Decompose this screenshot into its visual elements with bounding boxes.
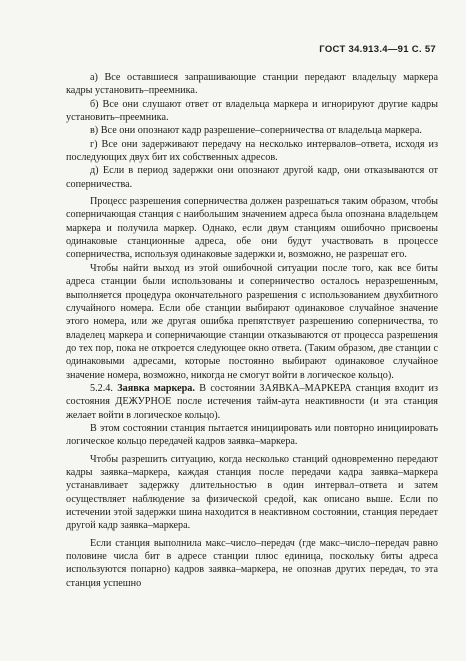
paragraph-max-transmissions: Если станция выполнила макс–число–передач (где макс–число–передач равно половине числа бит в адресе станции плюс единица, поскольку биты адреса используются попарно) кадров заявка–маркера, не опознав других передач, то эта станция успешно — [66, 537, 438, 589]
paragraph-error-situation: Чтобы найти выход из этой ошибочной ситуации после того, как все биты адреса станции были использованы и соперничество осталось неразрешенным, выполняется процедура окончательного разрешения с использованием двухбитного случайного номера. Если обе станции выбирают одинаковое случайное значение этого номера, или же другая ошибка препятствует разрешению соперничества, то владелец маркера и соперничающие станции отказываются от процесса разрешения до тех пор, пока не откроется следующее окно ответа. (Таким образом, две станции с одинаковыми адресами, которые постоянно выбирают одинаковое случайное значение номера, возможно, никогда не смогут войти в логическое кольцо). — [66, 262, 438, 381]
list-item-c: в) Все они опознают кадр разрешение–соперничества от владельца маркера. — [90, 125, 422, 137]
paragraph-claim-state: В этом состоянии станция пытается инициировать или повторно инициировать логическое кольцо передачей кадров заявка–маркера. — [66, 422, 438, 448]
paragraph-contention-resolution: Процесс разрешения соперничества должен разрешаться таким образом, чтобы соперничающая станция с наибольшим значением адреса была опознана владельцем маркера и получила маркер. Однако, если двум станциям ошибочно присвоены одинаковые станционные адреса, обе они будут участвовать в процессе соперничества, используя одинаковые задержки и, возможно, не разрешат его. — [66, 196, 438, 261]
list-item-e: д) Если в период задержки они опознают другой кадр, они отказываются от соперничества. — [66, 165, 438, 190]
page-body — [66, 71, 438, 590]
section-number: 5.2.4. — [90, 382, 113, 394]
section-text: В состоянии ЗАЯВКА–МАРКЕРА станция входит из состояния ДЕЖУРНОЕ после истечения тайм-аута неактивности (и эта станция желает войти в логическое кольцо). — [66, 382, 439, 421]
section-title: Заявка маркера. — [117, 382, 195, 394]
running-header: ГОСТ 34.913.4—91 С. 57 — [319, 44, 436, 55]
section-5-2-4 — [66, 382, 438, 422]
list-item-a: а) Все оставшиеся запрашивающие станции передают владельцу маркера кадры установить–преемника. — [66, 72, 438, 97]
list-item-d: г) Все они задерживают передачу на несколько интервалов–ответа, исходя из последующих двух бит их собственных адресов. — [66, 138, 438, 164]
paragraph-simultaneous-claims: Чтобы разрешить ситуацию, когда несколько станций одновременно передают кадры заявка–маркера, каждая станция после передачи кадра заявка–маркера устанавливает задержку длительностью в один интервал–ответа и затем осуществляет наблюдение за физической средой, как описано выше. Если по истечении этой задержки шина находится в неактивном состоянии, станция передает другой кадр заявка–маркера. — [66, 453, 438, 532]
list-item-b: б) Все они слушают ответ от владельца маркера и игнорируют другие кадры установить–преемника. — [66, 98, 438, 124]
